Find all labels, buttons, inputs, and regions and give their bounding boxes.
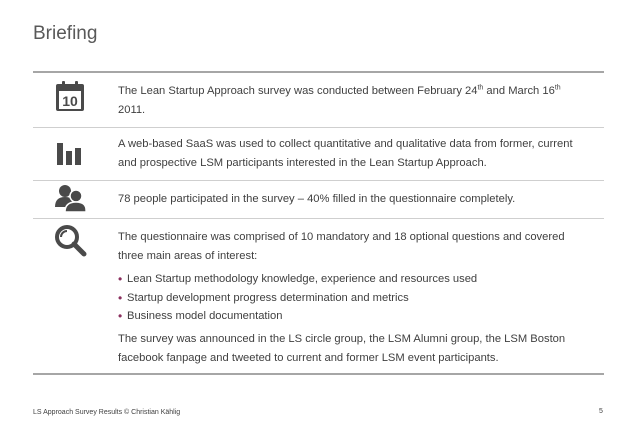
page-title: Briefing <box>33 23 98 44</box>
questionnaire-intro: The questionnaire was comprised of 10 mandatory and 18 optional questions and covered three main areas of interest: <box>118 231 565 262</box>
list-item: • Business model documentation <box>118 307 588 326</box>
row-saas: A web-based SaaS was used to collect quantitative and qualitative data from former, current and prospective LSM participants interested in the Lean Startup Approach. <box>118 138 573 169</box>
calendar-icon <box>55 80 85 112</box>
row-dates <box>118 82 588 120</box>
list-item: • Startup development progress determination and metrics <box>118 289 588 308</box>
questionnaire-outro: The survey was announced in the LS circle group, the LSM Alumni group, the LSM Boston facebook fanpage and tweeted to current and former LSM event participants. <box>118 332 566 364</box>
dates-sup-b: th <box>554 84 561 92</box>
list-item: • Lean Startup methodology knowledge, experience and resources used <box>118 270 588 289</box>
dates-sup-a: th <box>477 84 484 92</box>
calendar-icon-day: 10 <box>62 93 78 109</box>
dates-text-a: The Lean Startup Approach survey was conducted between February 24 <box>118 85 478 97</box>
row-divider-2 <box>33 180 604 181</box>
people-icon <box>53 183 87 213</box>
row-divider-3 <box>33 218 604 219</box>
row-divider-1 <box>33 127 604 128</box>
areas-of-interest-list <box>118 270 588 326</box>
bottom-rule <box>33 373 604 375</box>
row-participants: 78 people participated in the survey – 40% filled in the questionnaire completely. <box>118 193 516 205</box>
row-questionnaire <box>118 228 588 368</box>
dates-text-b: and March 16 <box>483 85 555 97</box>
bar-chart-icon <box>55 139 85 167</box>
page-number: 5 <box>599 408 603 415</box>
top-rule <box>33 71 604 73</box>
footer-copyright: LS Approach Survey Results © Christian Kählig <box>33 409 181 416</box>
magnifier-icon <box>53 223 87 257</box>
dates-text-c: 2011. <box>118 104 146 116</box>
